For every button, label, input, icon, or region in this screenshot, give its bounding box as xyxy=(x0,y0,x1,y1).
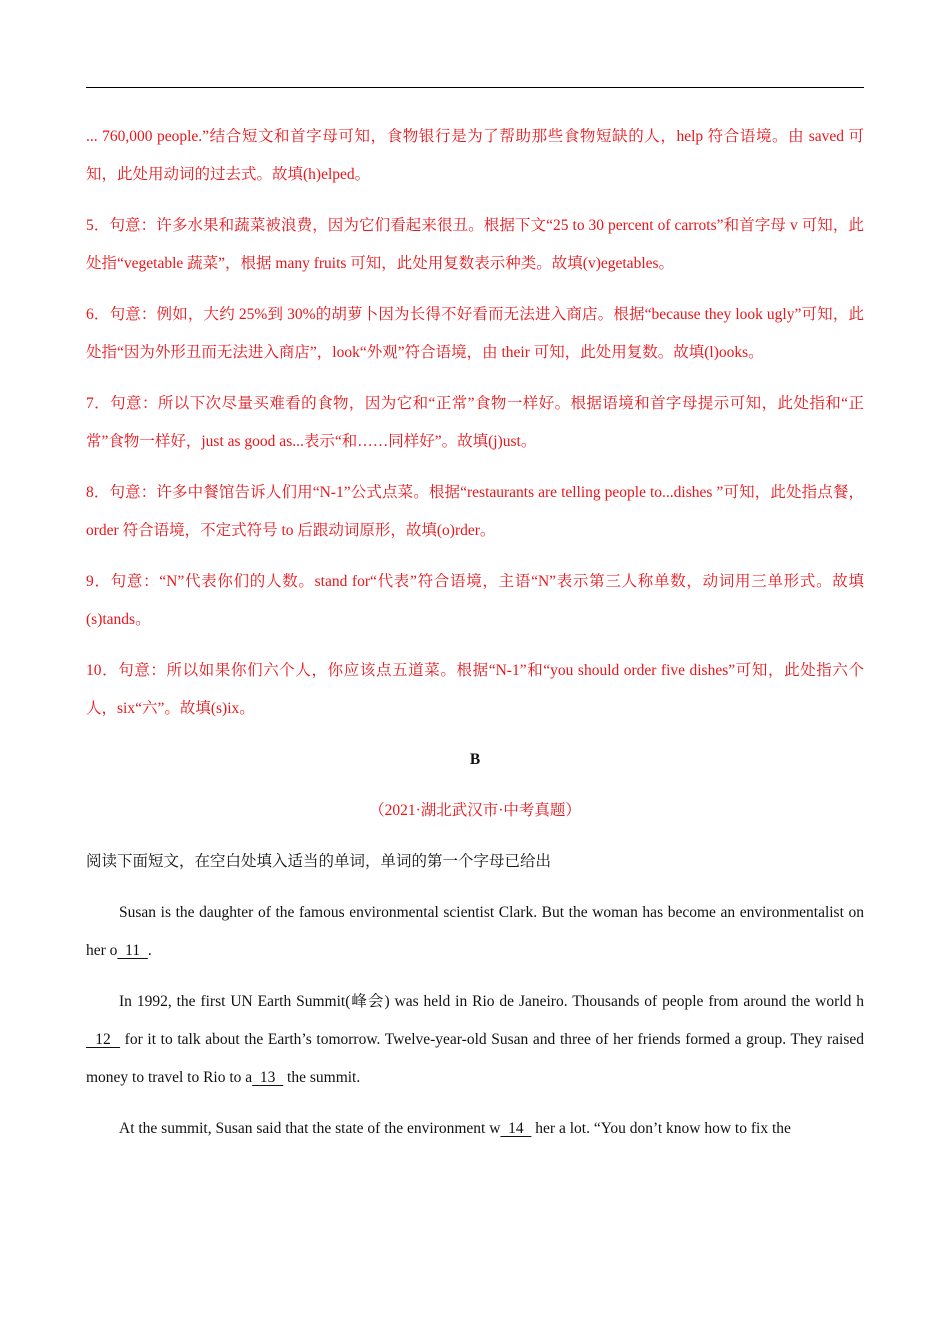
blank-13: 13 xyxy=(252,1069,284,1086)
explanation-10: 10．句意：所以如果你们六个人，你应该点五道菜。根据“N-1”和“you should order five dishes”可知，此处指六个人，six“六”。故填(s)ix。 xyxy=(86,662,864,717)
passage-text: her a lot. “You don’t know how to fix the xyxy=(531,1120,791,1137)
passage-text: In 1992, the first UN Earth Summit(峰会) was held in Rio de Janeiro. Thousands of people from around the world h xyxy=(119,993,864,1010)
section-instruction: 阅读下面短文，在空白处填入适当的单词，单词的第一个字母已给出 xyxy=(86,853,552,870)
blank-14: 14 xyxy=(500,1120,532,1137)
explanation-6: 6．句意：例如，大约 25%到 30%的胡萝卜因为长得不好看而无法进入商店。根据“because they look ugly”可知，此处指“因为外形丑而无法进入商店”，look“外观”符合语境，由 their 可知，此处用复数。故填(l)ooks。 xyxy=(86,306,864,361)
passage-paragraph-3 xyxy=(86,1110,864,1148)
passage-text: for it to talk about the Earth’s tomorrow. Twelve-year-old Susan and three of her friends formed a group. They raised money to travel to Rio to a xyxy=(86,1031,865,1086)
passage-paragraph-1 xyxy=(86,894,864,970)
explanation-5: 5．句意：许多水果和蔬菜被浪费，因为它们看起来很丑。根据下文“25 to 30 percent of carrots”和首字母 v 可知，此处指“vegetable 蔬菜”，根据 many fruits 可知，此处用复数表示种类。故填(v)egetables。 xyxy=(86,217,864,272)
blank-12: 12 xyxy=(86,1031,121,1048)
passage-text: At the summit, Susan said that the state of the environment w xyxy=(119,1120,501,1137)
passage-text: the summit. xyxy=(283,1069,361,1086)
explanation-9: 9．句意：“N”代表你们的人数。stand for“代表”符合语境，主语“N”表示第三人称单数，动词用三单形式。故填(s)tands。 xyxy=(86,573,864,628)
passage-paragraph-2 xyxy=(86,983,864,1097)
document-body xyxy=(86,118,864,1161)
section-source: （2021·湖北武汉市·中考真题） xyxy=(369,802,581,819)
header-rule xyxy=(86,87,864,88)
explanation-8: 8．句意：许多中餐馆告诉人们用“N-1”公式点菜。根据“restaurants are telling people to...dishes ”可知，此处指点餐，order 符合语境，不定式符号 to 后跟动词原形，故填(o)rder。 xyxy=(86,484,864,539)
explanation-4-continued: ... 760,000 people.”结合短文和首字母可知，食物银行是为了帮助那些食物短缺的人，help 符合语境。由 saved 可知，此处用动词的过去式。故填(h)elped。 xyxy=(86,128,864,183)
blank-11: 11 xyxy=(117,942,148,959)
passage-text: . xyxy=(147,942,152,959)
passage-text: Susan is the daughter of the famous environmental scientist Clark. But the woman has become an environmentalist on her o xyxy=(86,904,864,959)
explanation-7: 7．句意：所以下次尽量买难看的食物，因为它和“正常”食物一样好。根据语境和首字母提示可知，此处指和“正常”食物一样好，just as good as...表示“和……同样好”。故填(j)ust。 xyxy=(86,395,864,450)
section-letter: B xyxy=(469,751,481,768)
